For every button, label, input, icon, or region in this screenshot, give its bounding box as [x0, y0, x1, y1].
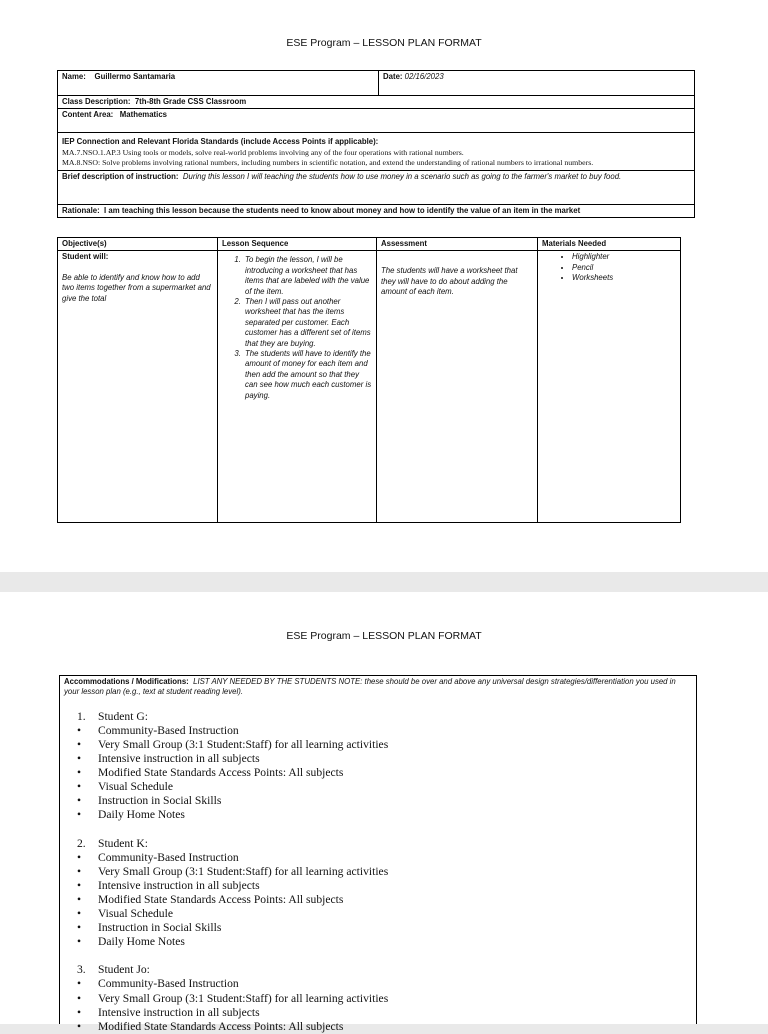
lesson-header-table — [57, 70, 695, 218]
accommodation-item: • Community-Based Instruction — [77, 850, 239, 864]
class-description-value: 7th-8th Grade CSS Classroom — [134, 97, 247, 106]
objectives-cell — [58, 251, 218, 523]
iep-standards-cell — [58, 133, 695, 170]
accommodation-item: • Intensive instruction in all subjects — [77, 752, 260, 766]
accommodation-item: • Visual Schedule — [77, 780, 173, 794]
accommodation-item: • Instruction in Social Skills — [77, 794, 222, 808]
accommodation-item: • Daily Home Notes — [77, 935, 185, 949]
accommodations-note: LIST ANY NEEDED BY THE STUDENTS NOTE: these should be over and above any universal design strategies/differentiation you used in your lesson plan (e.g., text at student reading level). — [64, 677, 676, 697]
brief-description-value: During this lesson I will teaching the students how to use money in a scenario such as going to the farmer's market to buy food. — [182, 171, 622, 181]
accommodation-item: • Modified State Standards Access Points: All subjects — [77, 1019, 344, 1033]
rationale-cell — [58, 204, 695, 217]
brief-description-cell — [58, 170, 695, 204]
column-header-objectives: Objective(s) — [58, 238, 218, 251]
page-title: ESE Program – LESSON PLAN FORMAT — [286, 37, 482, 49]
accommodation-item: • Very Small Group (3:1 Student:Staff) for all learning activities — [77, 738, 389, 751]
student-name: Student K: — [98, 836, 148, 850]
lesson-sequence-list — [222, 255, 372, 401]
material-item: • Pencil — [572, 263, 676, 273]
student-name: Student Jo: — [98, 963, 150, 977]
lesson-sequence-cell — [218, 251, 377, 523]
accommodation-item: • Intensive instruction in all subjects — [77, 878, 260, 892]
accommodation-item: • Instruction in Social Skills — [77, 921, 222, 935]
page-title: ESE Program – LESSON PLAN FORMAT — [286, 630, 482, 642]
materials-list — [542, 252, 676, 283]
objective-heading: Student will: — [62, 252, 109, 262]
student-name: Student G: — [98, 709, 148, 723]
accommodation-item: • Daily Home Notes — [77, 808, 185, 822]
accommodation-item: • Modified State Standards Access Points: All subjects — [77, 766, 344, 780]
rationale-label: Rationale: — [62, 205, 100, 215]
student-list-g — [64, 710, 692, 823]
accommodation-item: • Community-Based Instruction — [77, 977, 239, 991]
accommodation-item: • Very Small Group (3:1 Student:Staff) for all learning activities — [77, 864, 389, 878]
content-area-cell — [58, 109, 695, 133]
brief-description-label: Brief description of instruction: — [62, 171, 179, 181]
materials-cell — [538, 251, 681, 523]
accommodation-item: • Modified State Standards Access Points: All subjects — [77, 892, 344, 906]
column-header-lesson-sequence: Lesson Sequence — [218, 238, 377, 251]
sequence-step: 2. Then I will pass out another worksheet that has the items separated per customer. Each customer has a different set of items that they are buying. — [243, 297, 372, 349]
date-cell — [379, 71, 695, 96]
student-list-k — [64, 837, 692, 950]
accommodations-intro — [64, 677, 692, 698]
assessment-cell — [377, 251, 538, 523]
date-label: Date: — [383, 72, 403, 81]
accommodation-item: • Intensive instruction in all subjects — [77, 1005, 260, 1019]
accommodation-item: • Community-Based Instruction — [77, 723, 239, 737]
name-value: Guillermo Santamaria — [94, 72, 176, 81]
objective-text: Be able to identify and know how to add two items together from a supermarket and give the total — [62, 272, 211, 303]
accommodations-box — [59, 675, 697, 1033]
lesson-plan-table — [57, 237, 681, 523]
class-description-label: Class Description: — [62, 97, 131, 106]
sequence-step: 1. To begin the lesson, I will be introducing a worksheet that has items that are labeled with the value of the item. — [243, 255, 372, 297]
content-area-label: Content Area: — [62, 110, 114, 120]
student-heading: 1. Student G: — [77, 709, 148, 723]
standard-1: MA.7.NSO.1.AP.3 Using tools or models, solve real-world problems involving any of the four operations with rational numbers. — [62, 147, 464, 157]
accommodations-label: Accommodations / Modifications: — [64, 677, 189, 686]
accommodation-item: • Very Small Group (3:1 Student:Staff) for all learning activities — [77, 991, 389, 1005]
assessment-text: The students will have a worksheet that they will have to do about adding the amount of each item. — [381, 266, 518, 297]
name-cell — [58, 71, 379, 96]
name-label: Name: — [62, 72, 86, 81]
standard-2: MA.8.NSO: Solve problems involving rational numbers, including numbers in scientific notation, and extend the understanding of rational numbers to irrational numbers. — [62, 158, 594, 168]
material-item: • Worksheets — [572, 273, 676, 283]
date-value: 02/16/2023 — [404, 72, 444, 81]
student-heading: 3. Student Jo: — [77, 963, 150, 977]
accommodation-item: • Visual Schedule — [77, 907, 173, 921]
class-description-cell — [58, 96, 695, 109]
sequence-step: 3. The students will have to identify the amount of money for each item and then add the amount so that they can see how much each customer is paying. — [243, 349, 372, 401]
rationale-value: I am teaching this lesson because the students need to know about money and how to identify the value of an item in the market — [104, 205, 581, 215]
page-2 — [0, 592, 768, 1033]
material-item: • Highlighter — [572, 252, 676, 262]
column-header-materials: Materials Needed — [538, 238, 681, 251]
content-area-value: Mathematics — [119, 110, 167, 120]
student-list-jo — [64, 963, 692, 1033]
student-heading: 2. Student K: — [77, 836, 148, 850]
column-header-assessment: Assessment — [377, 238, 538, 251]
iep-heading: IEP Connection and Relevant Florida Standards (include Access Points if applicable): — [62, 137, 379, 147]
